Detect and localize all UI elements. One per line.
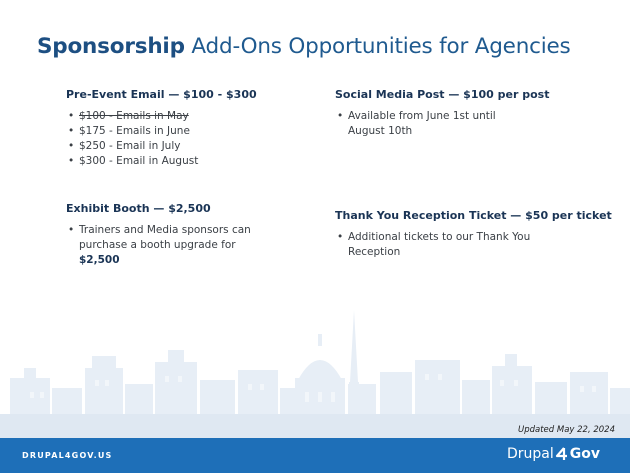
exhibit-booth-list xyxy=(66,223,276,268)
pre-event-email-heading: Pre-Event Email — $100 - $300 xyxy=(66,88,257,101)
list-item: • $100 - Emails in May xyxy=(66,109,306,124)
title-rest: Add-Ons Opportunities for Agencies xyxy=(184,34,571,59)
updated-date: Updated May 22, 2024 xyxy=(517,425,615,435)
reception-ticket-section xyxy=(335,209,612,260)
logo-text-gov: Gov xyxy=(569,446,600,462)
city-skyline-illustration xyxy=(0,296,630,438)
reception-ticket-heading: Thank You Reception Ticket — $50 per ticket xyxy=(335,209,612,222)
booth-item-price: $2,500 xyxy=(79,254,120,266)
list-item: • Additional tickets to our Thank You Reception xyxy=(335,230,540,260)
footer-bar xyxy=(0,438,630,473)
title-bold: Sponsorship xyxy=(37,34,185,59)
footer-url: DRUPAL4GOV.US xyxy=(22,451,113,460)
drupal4gov-logo xyxy=(507,446,600,462)
list-item: • $250 - Email in July xyxy=(66,139,306,154)
social-media-post-heading: Social Media Post — $100 per post xyxy=(335,88,550,101)
pre-event-email-section xyxy=(66,88,306,169)
social-media-post-list xyxy=(335,109,525,139)
list-item: • $175 - Emails in June xyxy=(66,124,306,139)
list-item xyxy=(66,223,276,268)
list-item: • Available from June 1st until August 10th xyxy=(335,109,525,139)
page-title xyxy=(37,34,571,59)
logo-4-mark-icon xyxy=(555,447,569,461)
list-item: • $300 - Email in August xyxy=(66,154,306,169)
booth-item-text: Trainers and Media sponsors can purchase a booth upgrade for xyxy=(79,224,251,251)
pre-event-email-list xyxy=(66,109,306,169)
social-media-post-section xyxy=(335,88,550,139)
exhibit-booth-heading: Exhibit Booth — $2,500 xyxy=(66,202,211,215)
reception-ticket-list xyxy=(335,230,540,260)
logo-text-drupal: Drupal xyxy=(506,446,554,462)
exhibit-booth-section xyxy=(66,202,276,268)
